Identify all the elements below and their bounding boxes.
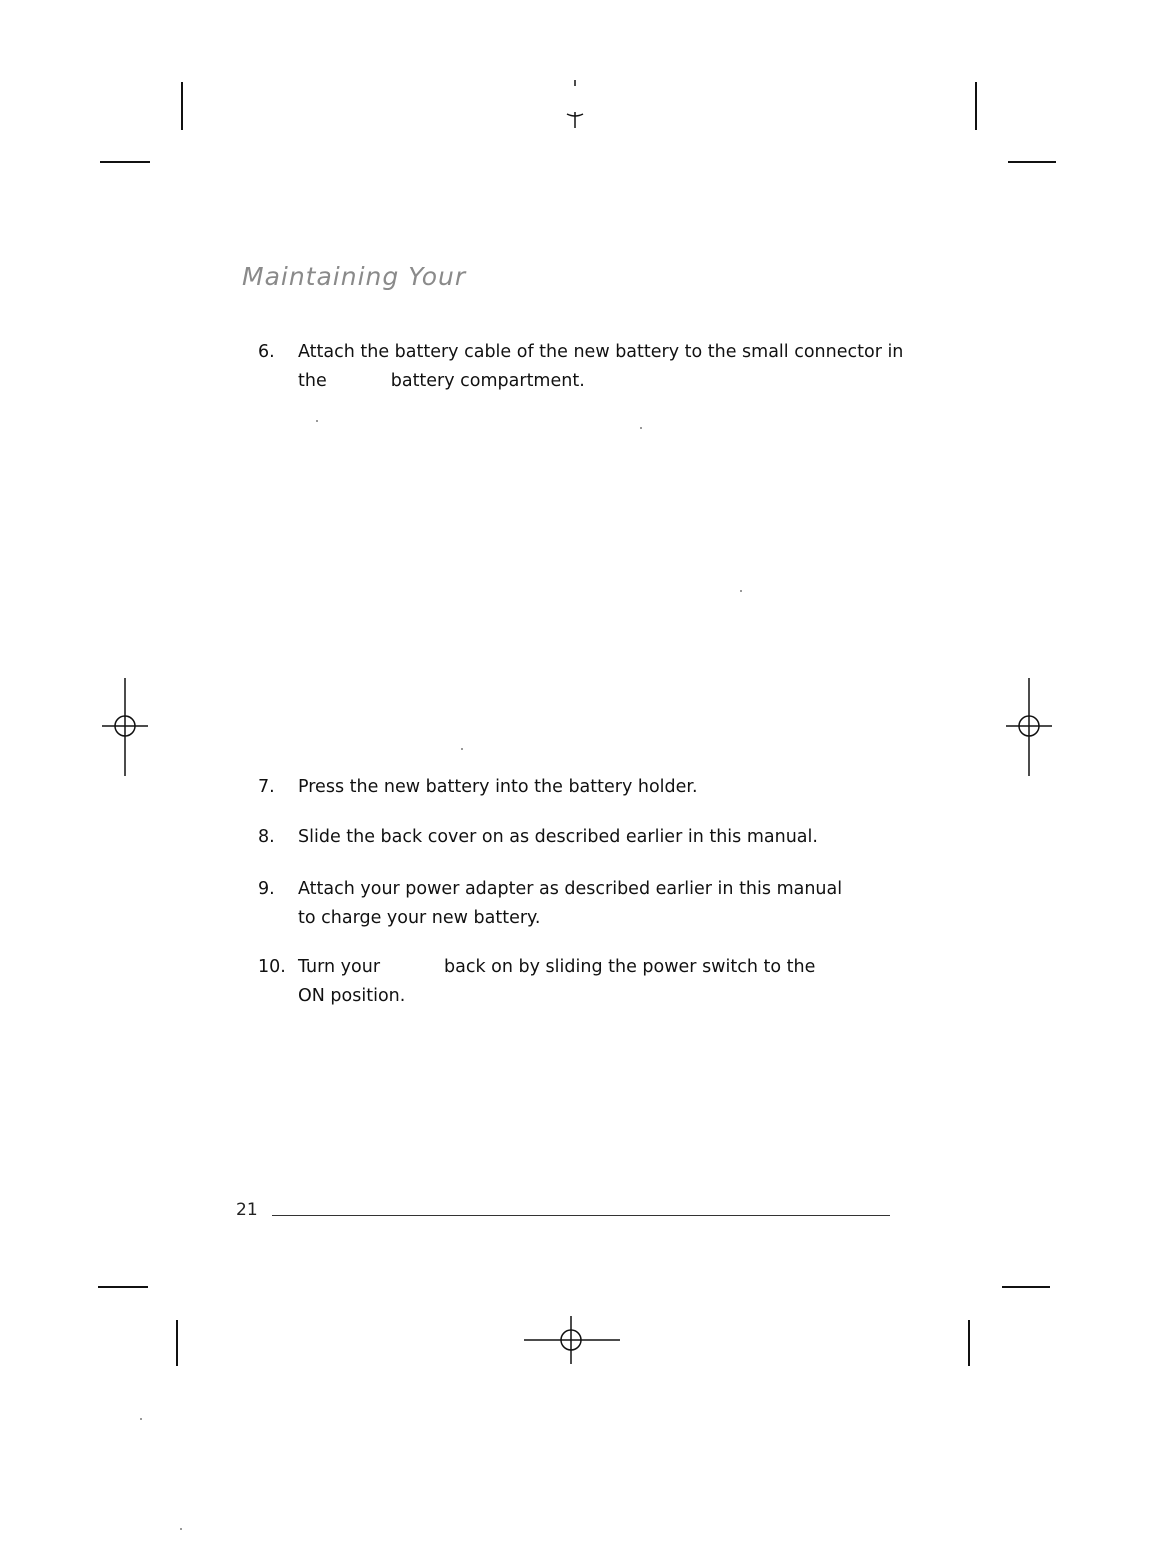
crop-mark-bottom-right-vertical	[968, 1320, 970, 1366]
step-number: 7.	[258, 777, 275, 797]
step-number: 8.	[258, 827, 275, 847]
step-text: to charge your new battery.	[298, 908, 541, 928]
crop-mark-top-left-vertical	[181, 82, 183, 130]
step-text: Press the new battery into the battery holder.	[298, 777, 698, 797]
registration-mark-bottom	[522, 1316, 622, 1366]
crop-mark-bottom-left-horizontal	[98, 1286, 148, 1288]
crop-mark-top-right-vertical	[975, 82, 977, 130]
step-text: Slide the back cover on as described earlier in this manual.	[298, 827, 818, 847]
step-6	[258, 338, 903, 396]
registration-mark-top	[560, 78, 590, 130]
step-text: ON position.	[298, 986, 406, 1006]
page-number: 21	[236, 1200, 258, 1220]
section-heading: Maintaining Your	[242, 262, 467, 291]
step-text: Attach your power adapter as described earlier in this manual	[298, 879, 843, 899]
footer-rule	[272, 1215, 890, 1216]
scan-speck	[461, 748, 463, 750]
step-text: back on by sliding the power switch to the	[444, 957, 816, 977]
step-number: 10.	[258, 957, 286, 977]
step-7	[258, 773, 698, 802]
crop-mark-top-left-horizontal	[100, 161, 150, 163]
step-number: 9.	[258, 879, 275, 899]
step-number: 6.	[258, 342, 275, 362]
crop-mark-bottom-left-vertical	[176, 1320, 178, 1366]
step-9	[258, 875, 842, 933]
step-text: battery compartment.	[390, 371, 585, 391]
step-text: Turn your	[298, 957, 381, 977]
scan-speck	[140, 1418, 142, 1420]
scan-speck	[640, 427, 642, 429]
scan-speck	[316, 420, 318, 422]
scan-speck	[180, 1528, 182, 1530]
registration-mark-right	[1004, 678, 1054, 778]
scan-speck	[740, 590, 742, 592]
registration-mark-left	[100, 678, 150, 778]
step-10	[258, 953, 815, 1011]
step-text: the	[298, 371, 327, 391]
crop-mark-top-right-horizontal	[1008, 161, 1056, 163]
step-8	[258, 823, 818, 852]
crop-mark-bottom-right-horizontal	[1002, 1286, 1050, 1288]
step-text: Attach the battery cable of the new battery to the small connector in	[298, 342, 904, 362]
